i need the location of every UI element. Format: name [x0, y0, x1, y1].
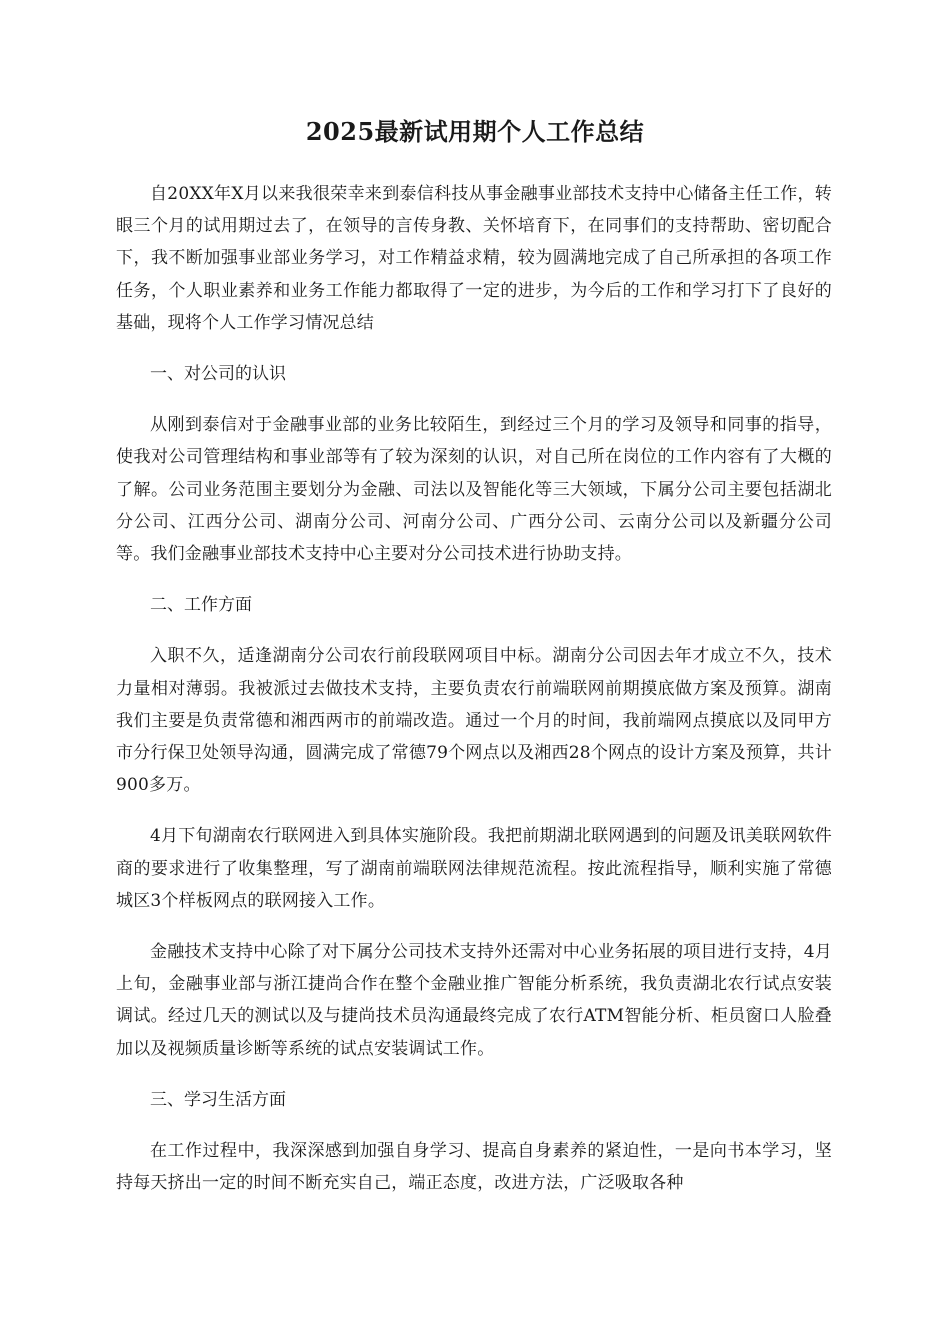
section-heading-work: 二、工作方面 — [150, 595, 252, 616]
paragraph-study: 在工作过程中，我深深感到加强自身学习、提高自身素养的紧迫性，一是向书本学习，坚持每天挤出一定的时间不断充实自己，端正态度，改进方法，广泛吸取各种 — [116, 1141, 832, 1194]
paragraph-work-support: 金融技术支持中心除了对下属分公司技术支持外还需对中心业务拓展的项目进行支持，4月上旬，金融事业部与浙江捷尚合作在整个金融业推广智能分析系统，我负责湖北农行试点安装调试。经过几天的测试以及与捷尚技术员沟通最终完成了农行ATM智能分析、柜员窗口人脸叠加以及视频质量诊断等系统的试点安装调试工作。 — [116, 942, 832, 1059]
section-heading-company: 一、对公司的认识 — [150, 364, 286, 385]
paragraph-company: 从刚到泰信对于金融事业部的业务比较陌生，到经过三个月的学习及领导和同事的指导，使我对公司管理结构和事业部等有了较为深刻的认识，对自己所在岗位的工作内容有了大概的了解。公司业务范围主要划分为金融、司法以及智能化等三大领域，下属分公司主要包括湖北分公司、江西分公司、湖南分公司、河南分公司、广西分公司、云南分公司以及新疆分公司等。我们金融事业部技术支持中心主要对分公司技术进行协助支持。 — [116, 415, 832, 565]
paragraph-work-hunan: 入职不久，适逢湖南分公司农行前段联网项目中标。湖南分公司因去年才成立不久，技术力量相对薄弱。我被派过去做技术支持，主要负责农行前端联网前期摸底做方案及预算。湖南我们主要是负责常德和湘西两市的前端改造。通过一个月的时间，我前端网点摸底以及同甲方市分行保卫处领导沟通，圆满完成了常德79个网点以及湘西28个网点的设计方案及预算，共计900多万。 — [116, 646, 832, 796]
paragraph-intro: 自20XX年X月以来我很荣幸来到泰信科技从事金融事业部技术支持中心储备主任工作，转眼三个月的试用期过去了，在领导的言传身教、关怀培育下，在同事们的支持帮助、密切配合下，我不断加强事业部业务学习，对工作精益求精，较为圆满地完成了自己所承担的各项工作任务，个人职业素养和业务工作能力都取得了一定的进步，为今后的工作和学习打下了良好的基础，现将个人工作学习情况总结 — [116, 184, 832, 333]
paragraph-work-implementation: 4月下旬湖南农行联网进入到具体实施阶段。我把前期湖北联网遇到的问题及讯美联网软件商的要求进行了收集整理，写了湖南前端联网法律规范流程。按此流程指导，顺利实施了常德城区3个样板网点的联网接入工作。 — [116, 826, 832, 911]
document-title: 2025最新试用期个人工作总结 — [305, 117, 645, 146]
section-heading-study: 三、学习生活方面 — [150, 1089, 286, 1110]
document-body — [116, 178, 832, 1218]
